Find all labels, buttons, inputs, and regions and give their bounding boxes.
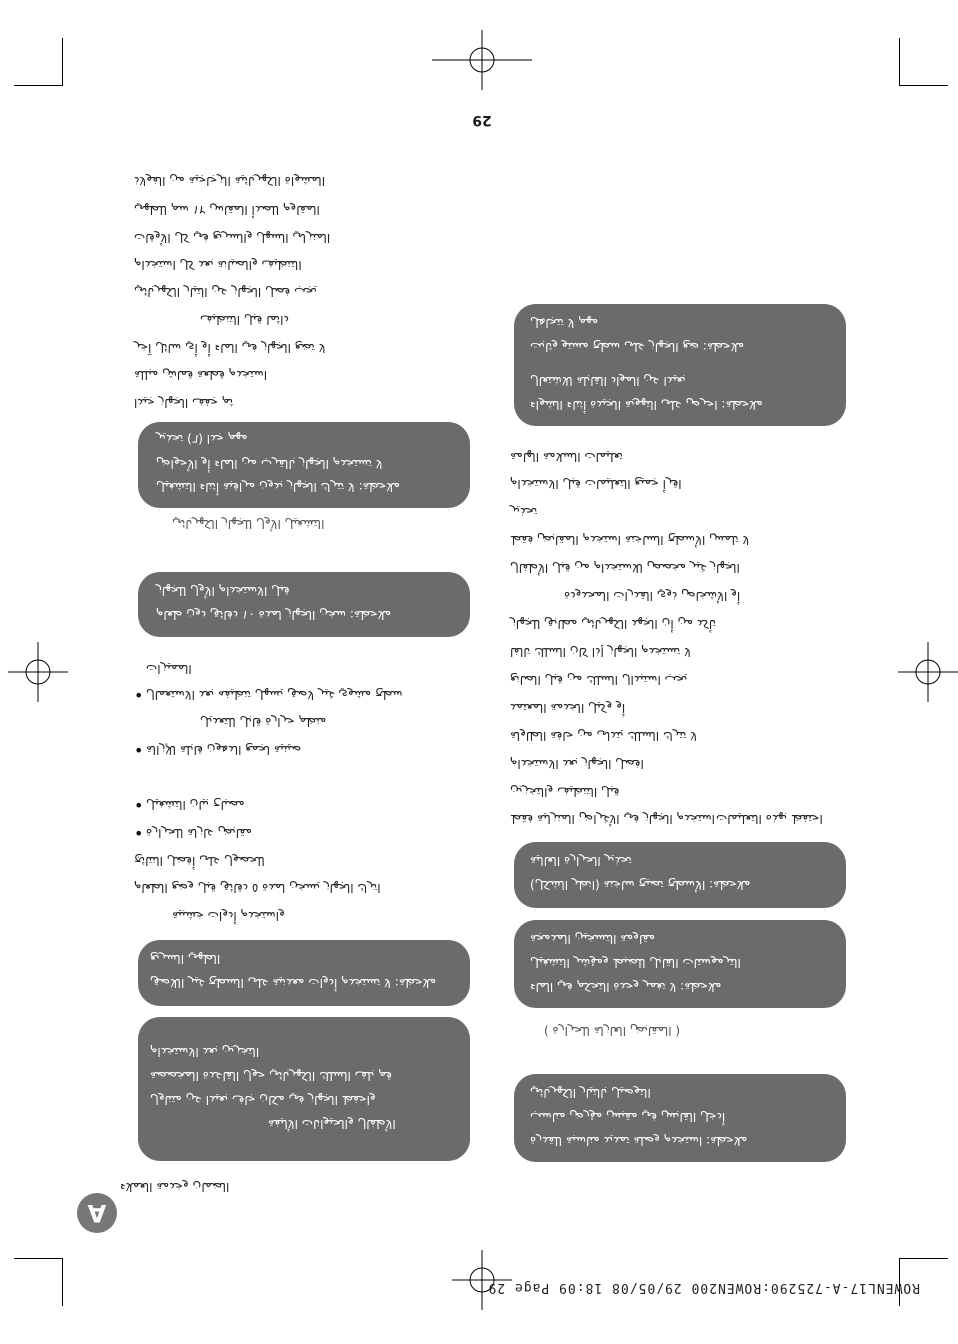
text-line: ﺍﻷﻃﻔﺎﻝ ﻭﺍﻟﺤﻴﻮﺍﻧﺎﺕ ﺍﻷﻟﻴﻔﺔ (268, 1117, 396, 1131)
crop-mark (900, 1258, 948, 1259)
text-line: ﺍﺳﺘﺨﺪﻡ ﺍﻟﺠﻬﺎﺯ ﻓﻲ ﺍﻷﻏﺮﺍﺽ ﺍﻟﻤﻨﺰﻟﻴﺔ ﻓﻘﻂ (510, 812, 716, 826)
text-line: ﺍﺳﺘﺨﺪﻡ ﻗﻄﻌﺔ ﻗﻤﺎﺵ ﻣﺒﻠﻠﺔ (134, 368, 268, 382)
list-item: ﻣﻘﺎﺑﺾ ﻋﺎﺯﻟﺔ ﻟﻠﺤﺮﺍﺭﺓ (146, 826, 252, 840)
registration-mark-icon (452, 30, 512, 90)
text-line: ﻗﺒﻞ ﺍﻟﺘﻨﻈﻴﻒ ﻭﺍﻟﺘﺨﺰﻳﻦ (510, 785, 620, 799)
text-line: ﻳﺠﺐ ﺍﺳﺘﺒﺪﺍﻝ ﺍﻟﺴﻠﻚ ﻣﻦ ﻗﺒﻞ ﺍﻟﺼﺎﻧﻊ (510, 673, 688, 687)
crop-mark (14, 1258, 62, 1259)
bullet-icon: • (134, 824, 144, 843)
list-item: ﺳﻄﺢ ﻣﺸﻮﻱ ﻏﻴﺮ ﻻﺻﻖ ﻳﺴﻬﻞ ﺗﻨﻈﻴﻔﻪ ﺑﻌﺪ ﺍﻻﺳﺘﻌﻤﺎﻝ (146, 688, 403, 702)
text-line: ﺗﺄﻛﺪ ﻣﻦ ﺃﻥ ﺍﻟﺠﻬﺪ ﺍﻟﻜﻬﺮﺑﺎﺋﻲ ﻣﻄﺎﺑﻖ ﻟﻠﺠﻬﺎﺯ (510, 617, 716, 631)
text-line: ﻻ ﺗﻠﻤﺲ ﺍﻷﺳﻄﺢ ﺍﻟﺴﺎﺧﻨﺔ ﺍﺳﺘﺨﺪﻡ ﺍﻟﻤﻘﺎﺑﺾ ﻓﻘﻂ (510, 533, 750, 547)
text-line: ﻣﻼﺣﻈﺔ: ﻻ ﺗﻐﻤﺮ ﻭﺣﺪﺓ ﺍﻟﺘﺤﻜﻢ ﻓﻲ ﺍﻟﻤﺎﺀ (530, 980, 722, 994)
text-line: ﺍﺗﺮﻙ ﺍﻟﺠﻬﺎﺯ ﻳﺴﺨﻦ ﻟﻤﺪﺓ ٥ ﺩﻗﺎﺋﻖ ﻗﺒﻞ ﻭﺿﻊ ﺍﻟﻄﻌﺎﻡ (134, 881, 381, 895)
print-slug: ROWENL17-A-725290:ROWEN200 29/05/08 18:09 Page 29 (487, 1280, 920, 1295)
text-line: ﻣﻼﺣﻈﺔ: ﻻ ﺗﺘﺮﻙ ﺍﻟﺠﻬﺎﺯ ﺑﺪﻭﻥ ﻣﺮﺍﻗﺒﺔ ﺃﺛﻨﺎﺀ ﺍﻟﺘﺸﻐﻴﻞ (156, 480, 400, 494)
note-box (138, 422, 470, 508)
box-heading: ﺍﻟﺘﺨﺰﻳﻦ ﺑﻌﺪ ﺍﻻﺳﺘﺨﺪﺍﻡ (150, 1045, 260, 1059)
text-line: ﺗﻌﻠﻴﻤﺎﺕ ﺍﻟﺴﻼﻣﺔ ﺍﻟﻬﺎﻣﺔ (510, 450, 623, 464)
text-line: ﺗﺤﺬﻳﺮ (510, 505, 538, 519)
text-line: ﺍﻟﻀﻤﺎﻥ ﻭﺧﺪﻣﺔ ﺍﻟﻌﻤﻼﺀ (120, 1180, 230, 1194)
text-line: ﺑﻌﻴﺪﺍ ﻋﻦ ﺍﻟﻤﻮﺍﺩ ﺍﻟﻘﺎﺑﻠﺔ ﻟﻼﺷﺘﻌﺎﻝ (530, 374, 686, 388)
list-title: ﺍﻟﻤﻤﻴﺰﺍﺕ (146, 662, 192, 676)
text-line: ﺍﻟﺘﺮﻣﻮﺳﺘﺎﺕ ﺍﻟﻘﺎﺑﻞ ﻟﻠﻀﺒﻂ ﻭﻣﺆﺷﺮ ﺍﻟﺘﺸﻐﻴﻞ (530, 956, 741, 970)
text-line: ﻗﻢ ﺑﻠﻒ ﺍﻟﺴﻠﻚ ﺍﻟﻜﻬﺮﺑﺎﺋﻲ ﺣﻮﻝ ﺍﻟﻘﺎﻋﺪﺓ ﺍﻟﻤﺨﺼﺼﺔ (150, 1069, 392, 1083)
text-line: ﺍﻟﻤﻨﺰﻟﻲ ﺍﻟﺴﻬﻞ ﻭﺍﻟﺴﺮﻳﻊ ﻓﻲ ﻛﻞ ﺍﻷﻭﻗﺎﺕ (134, 231, 331, 245)
text-line: ﺩﺍﺋﻤﺎ ﻗﺒﻞ ﺍﻟﺘﻨﻈﻴﻒ (200, 313, 289, 327)
caption: ( ﺍﻟﻤﻘﺎﺑﺾ ﺍﻟﻌﺎﺯﻟﺔ ﻟﻠﺤﺮﺍﺭﺓ ) (544, 1024, 681, 1038)
bullet-icon: • (134, 796, 144, 815)
text-line: ﺍﻟﺘﻨﻈﻴﻒ ﻭﺍﻟﺼﻴﺎﻧﺔ ﺑﻌﺪ ﻛﻞ ﺍﺳﺘﺨﺪﺍﻡ (134, 258, 302, 272)
text-line: ﻻ ﺗﺴﺘﺨﺪﻡ ﺍﻟﺠﻬﺎﺯ ﺇﺫﺍ ﻛﺎﻥ ﺍﻟﺴﻠﻚ ﺗﺎﻟﻔﺎ (510, 645, 691, 659)
crop-mark (899, 38, 900, 86)
text-line: ﺃﻭ ﻭﻛﻴﻞ ﺍﻟﺨﺪﻣﺔ ﺍﻟﻤﻌﺘﻤﺪ (510, 701, 626, 715)
crop-mark (62, 1258, 63, 1306)
box-heading: ﻣﻘﺎﻭﻣﺔ ﺍﻟﺘﺴﺨﻴﻦ ﺍﻟﻤﺪﻣﺠﺔ (530, 932, 656, 946)
box-heading: ﺗﺤﺬﻳﺮ ﺍﻟﺤﺮﺍﺭﺓ ﺍﻟﻌﺎﻟﻴﺔ (530, 854, 632, 868)
note-box (138, 940, 470, 1006)
crop-mark (62, 38, 63, 86)
note-box (514, 842, 846, 908)
bullet-icon: • (134, 741, 144, 760)
note-box (514, 1074, 846, 1162)
note-box (514, 304, 846, 426)
text-line: ﻣﻼﺣﻈﺔ: ﺍﺣﺮﺹ ﻋﻠﻰ ﺍﻟﺘﻬﻮﻳﺔ ﺍﻟﺠﻴﺪﺓ ﺃﺛﻨﺎﺀ ﺍﻟﺸﻮﺍﺀ (530, 398, 763, 412)
list-item: ﻣﻨﻈﻢ ﺣﺮﺍﺭﺓ ﻗﺎﺑﻞ ﻟﻠﺘﻌﺪﻳﻞ (200, 715, 327, 729)
text-line: ﺃﺩﺧﻞ ﺍﻟﻘﺎﺑﺲ ﻓﻲ ﻣﻘﺒﺲ ﻣﺆﺭﺽ ﻣﻨﺎﺳﺐ (530, 1110, 726, 1124)
text-line: ﺍﻗﺮﺃ ﺟﻤﻴﻊ ﺍﻟﺘﻌﻠﻴﻤﺎﺕ ﻗﺒﻞ ﺍﻻﺳﺘﺨﺪﺍﻡ (510, 477, 682, 491)
box-heading: ﻣﻬﻢ ﻻ ﺗﺘﺠﺎﻫﻞ (530, 316, 599, 330)
text-line: ﻻ ﺗﺘﺮﻙ ﺍﻟﺴﻠﻚ ﻳﺘﺪﻟﻰ ﻣﻦ ﺣﺎﻓﺔ ﺍﻟﻄﺎﻭﻟﺔ (510, 729, 698, 743)
box-heading: ﺍﻟﻄﻬﻲ ﺍﻟﺴﺮﻳﻊ (150, 952, 221, 966)
text-line: ﻻ ﺗﻀﻊ ﺍﻟﺠﻬﺎﺯ ﻓﻲ ﺍﻟﻤﺎﺀ ﺃﻭ ﺃﻱ ﺳﺎﺋﻞ ﺁﺧﺮ (134, 341, 326, 355)
text-line: ﺍﻓﺼﻞ ﺍﻟﺠﻬﺎﺯ ﺑﻌﺪ ﺍﻻﺳﺘﺨﺪﺍﻡ (510, 757, 644, 771)
box-heading: ﻗﺒﻞ ﺍﻻﺳﺘﺨﺪﺍﻡ ﺍﻷﻭﻝ ﻟﻠﺠﻬﺎﺯ (156, 584, 290, 598)
text-line: ﺛﻢ ﺟﻔﻒ ﺍﻟﺠﻬﺎﺯ ﺟﻴﺪﺍ (134, 396, 234, 410)
caption: ﺍﻟﺘﺸﻐﻴﻞ ﺍﻷﻭﻝ ﻟﻠﺠﻬﺎﺯ ﺍﻟﻜﻬﺮﺑﺎﺋﻲ (172, 517, 325, 531)
language-badge: A (77, 1193, 117, 1233)
text-line: ﻣﻼﺣﻈﺔ: ﺳﺨﻦ ﺍﻟﺠﻬﺎﺯ ﻟﻤﺪﺓ ١٠ ﺩﻗﺎﺋﻖ ﺩﻭﻥ ﻃﻌﺎﻡ (156, 608, 392, 622)
box-heading: ﻣﻬﻢ ﺟﺪﺍ (٦) ﺗﺤﺬﻳﺮ (156, 432, 248, 446)
text-line: ﺍﻟﻤﻘﺎﻭﻡ ﻟﻠﺼﺪﺃ ﺍﻟﻤﻘﺎﺱ ١٢ ﺳﻢ ﻟﻠﻄﻬﻲ (134, 203, 320, 217)
text-line: ﻭﺍﺣﻔﻆ ﺍﻟﺠﻬﺎﺯ ﻓﻲ ﻣﻜﺎﻥ ﺟﺎﻑ ﺑﻌﻴﺪﺍ ﻋﻦ ﻣﺘﻨﺎﻭﻝ (150, 1093, 376, 1107)
text-line: ﻻ ﺗﺴﺘﺨﺪﻡ ﺍﻟﺠﻬﺎﺯ ﺑﺎﻟﻘﺮﺏ ﻣﻦ ﺍﻟﻤﺎﺀ ﺃﻭ ﺍﻷﺣﻮﺍﺽ (156, 457, 383, 471)
crop-mark (900, 85, 948, 86)
text-line: ﻣﻼﺣﻈﺔ: ﺿﻊ ﺍﻟﺠﻬﺎﺯ ﻋﻠﻰ ﺳﻄﺢ ﻣﺴﺘﻮ ﻭﺛﺎﺑﺖ (530, 340, 745, 354)
text-line: ﻣﻼﺣﻈﺔ: ﻻ ﺗﺴﺘﺨﺪﻡ ﺃﺩﻭﺍﺕ ﻣﻌﺪﻧﻴﺔ ﻋﻠﻰ ﺍﻟﺴﻄﺢ ﻏﻴﺮ ﺍﻟﻼﺻﻖ (150, 976, 437, 990)
text-line: ﻣﻼﺣﻈﺔ: ﺍﻷﺳﻄﺢ ﺗﺼﺒﺢ ﺳﺎﺧﻨﺔ (ﺍﻧﻈﺮ ﺍﻟﺸﻜﻞ) (530, 878, 751, 892)
list-item: ﻣﺼﺒﺎﺡ ﺑﻴﺎﻥ ﺍﻟﺘﺸﻐﻴﻞ (146, 798, 245, 812)
text-line: ﺃﻭ ﺍﻷﺷﺨﺎﺹ ﺫﻭﻱ ﺍﻟﻘﺪﺭﺍﺕ ﺍﻟﻤﺤﺪﻭﺩﺓ (564, 589, 741, 603)
text-line: ﻭﺍﺳﺘﺨﺪﻡ ﺃﺩﻭﺍﺕ ﺧﺸﺒﻴﺔ (172, 909, 285, 923)
note-box (138, 572, 470, 637)
note-box (138, 1017, 470, 1161)
text-line: ﻟﻠﺤﺼﻮﻝ ﻋﻠﻰ ﺃﻓﻀﻞ ﺍﻟﻨﺘﺎﺋﺞ (134, 854, 265, 868)
text-line: ﺍﻟﻤﺸﻮﺍﺓ ﺍﻟﻜﻬﺮﺑﺎﺋﻴﺔ ﺍﻟﺰﺟﺎﺟﻴﺔ ﻣﻦ ﺍﻟﻔﻮﻻﺫ (134, 174, 326, 188)
registration-mark-icon (898, 642, 958, 702)
text-line: ﺍﻟﺠﻬﺎﺯ ﻏﻴﺮ ﻣﺨﺼﺺ ﻟﻼﺳﺘﺨﺪﺍﻡ ﻣﻦ ﻗﺒﻞ ﺍﻷﻃﻔﺎﻝ (510, 561, 740, 575)
page-number: 29 (472, 112, 492, 128)
registration-mark-icon (8, 642, 68, 702)
list-item: ﺻﻴﻨﻴﺔ ﻟﺠﻤﻊ ﺍﻟﺪﻫﻮﻥ ﻗﺎﺑﻠﺔ ﻟﻺﺯﺍﻟﺔ (146, 743, 302, 757)
bullet-icon: • (134, 686, 144, 705)
text-line: ﻣﻼﺣﻈﺔ: ﺍﺳﺘﺨﺪﻡ ﻭﺻﻠﺔ ﺗﻤﺪﻳﺪ ﻣﻨﺎﺳﺒﺔ ﻟﻠﻘﺪﺭﺓ (530, 1134, 748, 1148)
text-line: ﺍﺣﺘﻔﻆ ﺑﻬﺬﻩ ﺍﻟﺘﻌﻠﻴﻤﺎﺕ (716, 812, 823, 826)
crop-mark (14, 85, 62, 86)
box-heading: ﺍﻟﺘﻮﺻﻴﻞ ﺑﺎﻟﺘﻴﺎﺭ ﺍﻟﻜﻬﺮﺑﺎﺋﻲ (530, 1086, 651, 1100)
note-box (514, 920, 846, 1008)
text-line: ﻳﺠﺐ ﻓﺼﻞ ﺍﻟﺠﻬﺎﺯ ﻋﻦ ﺍﻟﺘﻴﺎﺭ ﺍﻟﻜﻬﺮﺑﺎﺋﻲ (134, 285, 317, 299)
